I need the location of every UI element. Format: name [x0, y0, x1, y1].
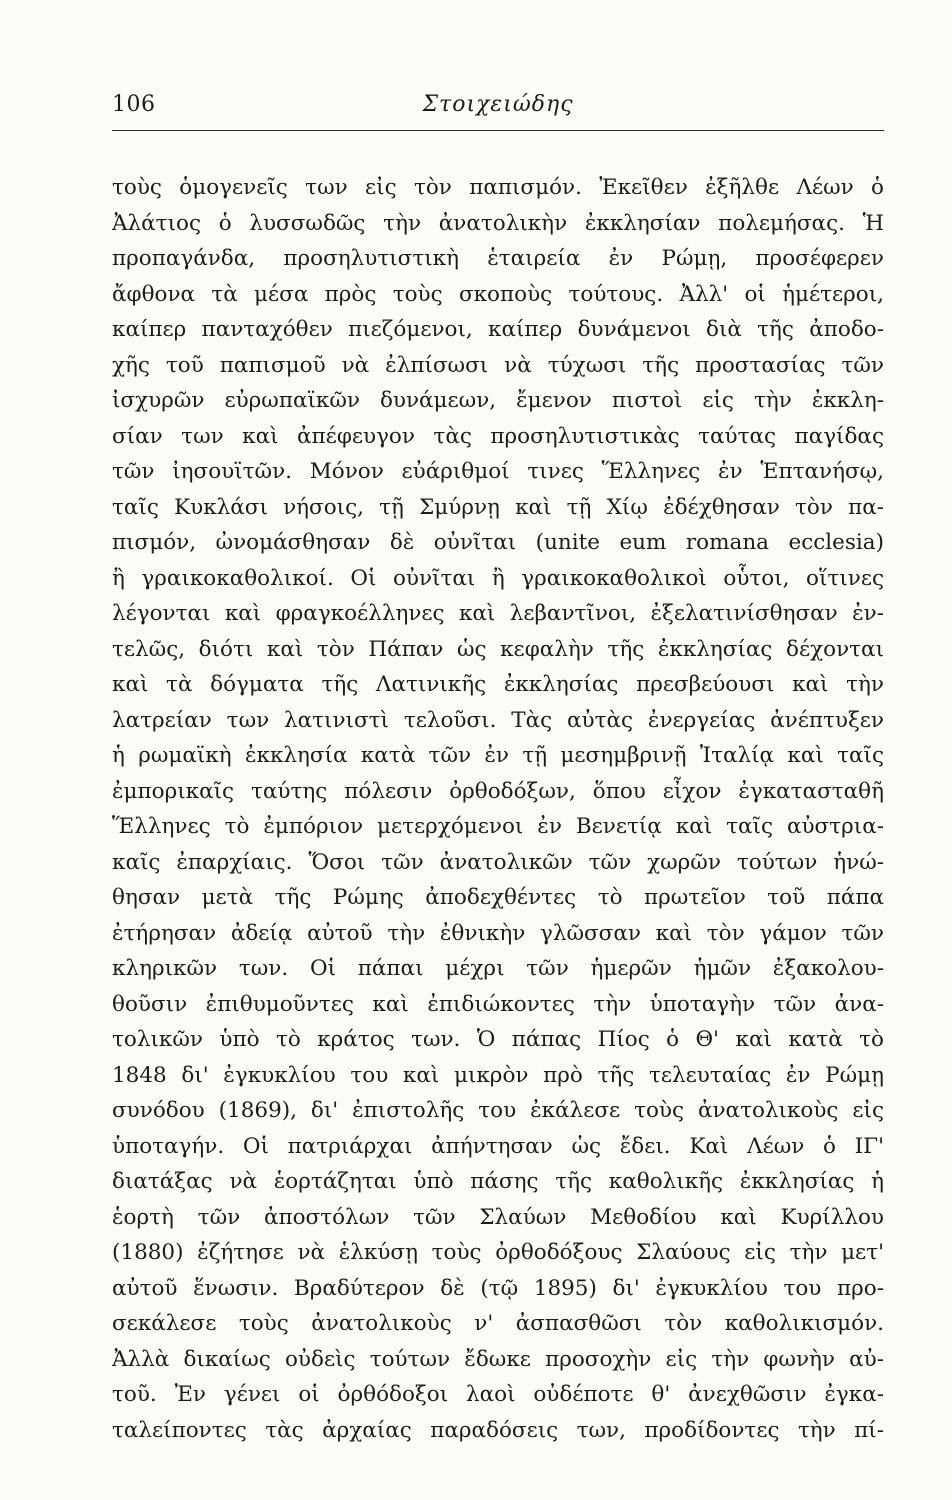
text-line: ταῖς Κυκλάσι νήσοις, τῇ Σμύρνῃ καὶ τῇ Χίῳ ἐδέχθησαν τὸν πα- [112, 494, 884, 520]
text-line: αὐτοῦ ἕνωσιν. Βραδύτερον δὲ (τῷ 1895) δι' ἐγκυκλίου του προ- [112, 1275, 884, 1301]
text-line: ἡ ρωμαϊκὴ ἐκκλησία κατὰ τῶν ἐν τῇ μεσημβρινῇ Ἰταλίᾳ καὶ ταῖς [112, 743, 884, 768]
text-line: καίπερ πανταχόθεν πιεζόμενοι, καίπερ δυνάμενοι διὰ τῆς ἀποδο- [112, 317, 884, 342]
text-line: τῶν ἰησουϊτῶν. Μόνον εὐάριθμοί τινες Ἕλληνες ἐν Ἑπτανήσῳ, [112, 459, 884, 484]
text-line: λέγονται καὶ φραγκοέλληνες καὶ λεβαντῖνοι, ἐξελατινίσθησαν ἐν- [112, 601, 884, 626]
text-line: ἐτήρησαν ἀδείᾳ αὐτοῦ τὴν ἐθνικὴν γλῶσσαν καὶ τὸν γάμον τῶν [112, 920, 884, 946]
text-line: Ἀλάτιος ὁ λυσσωδῶς τὴν ἀνατολικὴν ἐκκλησίαν πολεμήσας. Ἡ [112, 210, 884, 236]
text-line: θοῦσιν ἐπιθυμοῦντες καὶ ἐπιδιώκοντες τὴν ὑποταγὴν τῶν ἀνα- [112, 991, 884, 1017]
text-line: 1848 δι' ἐγκυκλίου του καὶ μικρὸν πρὸ τῆς τελευταίας ἐν Ρώμῃ [112, 1062, 884, 1088]
text-line: χῆς τοῦ παπισμοῦ νὰ ἐλπίσωσι νὰ τύχωσι τῆς προστασίας τῶν [112, 352, 884, 378]
text-line: συνόδου (1869), δι' ἐπιστολῆς του ἐκάλεσε τοὺς ἀνατολικοὺς εἰς [112, 1098, 884, 1123]
text-line: ἐμπορικαῖς ταύτης πόλεσιν ὀρθοδόξων, ὅπου εἶχον ἐγκατασταθῆ [112, 778, 884, 804]
text-line: διατάξας νὰ ἑορτάζηται ὑπὸ πάσης τῆς καθολικῆς ἐκκλησίας ἡ [112, 1169, 884, 1194]
running-head [112, 92, 884, 126]
text-line: τοῦ. Ἐν γένει οἱ ὀρθόδοξοι λαοὶ οὐδέποτε θ' ἀνεχθῶσιν ἐγκα- [112, 1382, 884, 1407]
text-line: (1880) ἐζήτησε νὰ ἑλκύσῃ τοὺς ὀρθοδόξους Σλαύους εἰς τὴν μετ' [112, 1240, 884, 1265]
text-line: ἑορτὴ τῶν ἀποστόλων τῶν Σλαύων Μεθοδίου καὶ Κυρίλλου [112, 1204, 884, 1230]
text-line: προπαγάνδα, προσηλυτιστικὴ ἑταιρεία ἐν Ρώμῃ, προσέφερεν [112, 246, 884, 271]
header-rule [112, 130, 884, 131]
text-line: ὑποταγήν. Οἱ πατριάρχαι ἀπήντησαν ὡς ἔδει. Καὶ Λέων ὁ ΙΓ' [112, 1133, 884, 1159]
body-text [112, 170, 884, 1448]
text-line: κληρικῶν των. Οἱ πάπαι μέχρι τῶν ἡμερῶν ἡμῶν ἐξακολου- [112, 956, 884, 981]
text-line: Ἀλλὰ δικαίως οὐδεὶς τούτων ἔδωκε προσοχὴν εἰς τὴν φωνὴν αὐ- [112, 1346, 884, 1372]
running-title: Στοιχειώδης [422, 92, 574, 117]
text-line: τελῶς, διότι καὶ τὸν Πάπαν ὡς κεφαλὴν τῆς ἐκκλησίας δέχονται [112, 636, 884, 662]
text-line: σεκάλεσε τοὺς ἀνατολικοὺς ν' ἀσπασθῶσι τὸν καθολικισμόν. [112, 1311, 884, 1336]
text-line: πισμόν, ὠνομάσθησαν δὲ οὐνῖται (unite eum romana ecclesia) [112, 530, 884, 555]
page-number: 106 [112, 92, 156, 117]
text-line: ἰσχυρῶν εὐρωπαϊκῶν δυνάμεων, ἔμενον πιστοὶ εἰς τὴν ἐκκλη- [112, 388, 884, 413]
text-line: σίαν των καὶ ἀπέφευγον τὰς προσηλυτιστικὰς ταύτας παγίδας [112, 423, 884, 449]
text-line: καῖς ἐπαρχίαις. Ὅσοι τῶν ἀνατολικῶν τῶν χωρῶν τούτων ἡνώ- [112, 849, 884, 875]
text-line: ταλείποντες τὰς ἀρχαίας παραδόσεις των, προδίδοντες τὴν πί- [112, 1417, 884, 1443]
text-line: λατρείαν των λατινιστὶ τελοῦσι. Τὰς αὐτὰς ἐνεργείας ἀνέπτυξεν [112, 707, 884, 733]
text-line: ἢ γραικοκαθολικοί. Οἱ οὐνῖται ἢ γραικοκαθολικοὶ οὗτοι, οἵτινες [112, 565, 884, 591]
text-line: ἄφθονα τὰ μέσα πρὸς τοὺς σκοποὺς τούτους. Ἀλλ' οἱ ἡμέτεροι, [112, 281, 884, 307]
text-line: τολικῶν ὑπὸ τὸ κράτος των. Ὁ πάπας Πίος ὁ Θ' καὶ κατὰ τὸ [112, 1027, 884, 1052]
text-line: θησαν μετὰ τῆς Ρώμης ἀποδεχθέντες τὸ πρωτεῖον τοῦ πάπα [112, 885, 884, 910]
text-line: τοὺς ὁμογενεῖς των εἰς τὸν παπισμόν. Ἐκεῖθεν ἐξῆλθε Λέων ὁ [112, 175, 884, 200]
text-line: Ἕλληνες τὸ ἐμπόριον μετερχόμενοι ἐν Βενετίᾳ καὶ ταῖς αὐστρια- [112, 814, 884, 839]
text-line: καὶ τὰ δόγματα τῆς Λατινικῆς ἐκκλησίας πρεσβεύουσι καὶ τὴν [112, 672, 884, 697]
